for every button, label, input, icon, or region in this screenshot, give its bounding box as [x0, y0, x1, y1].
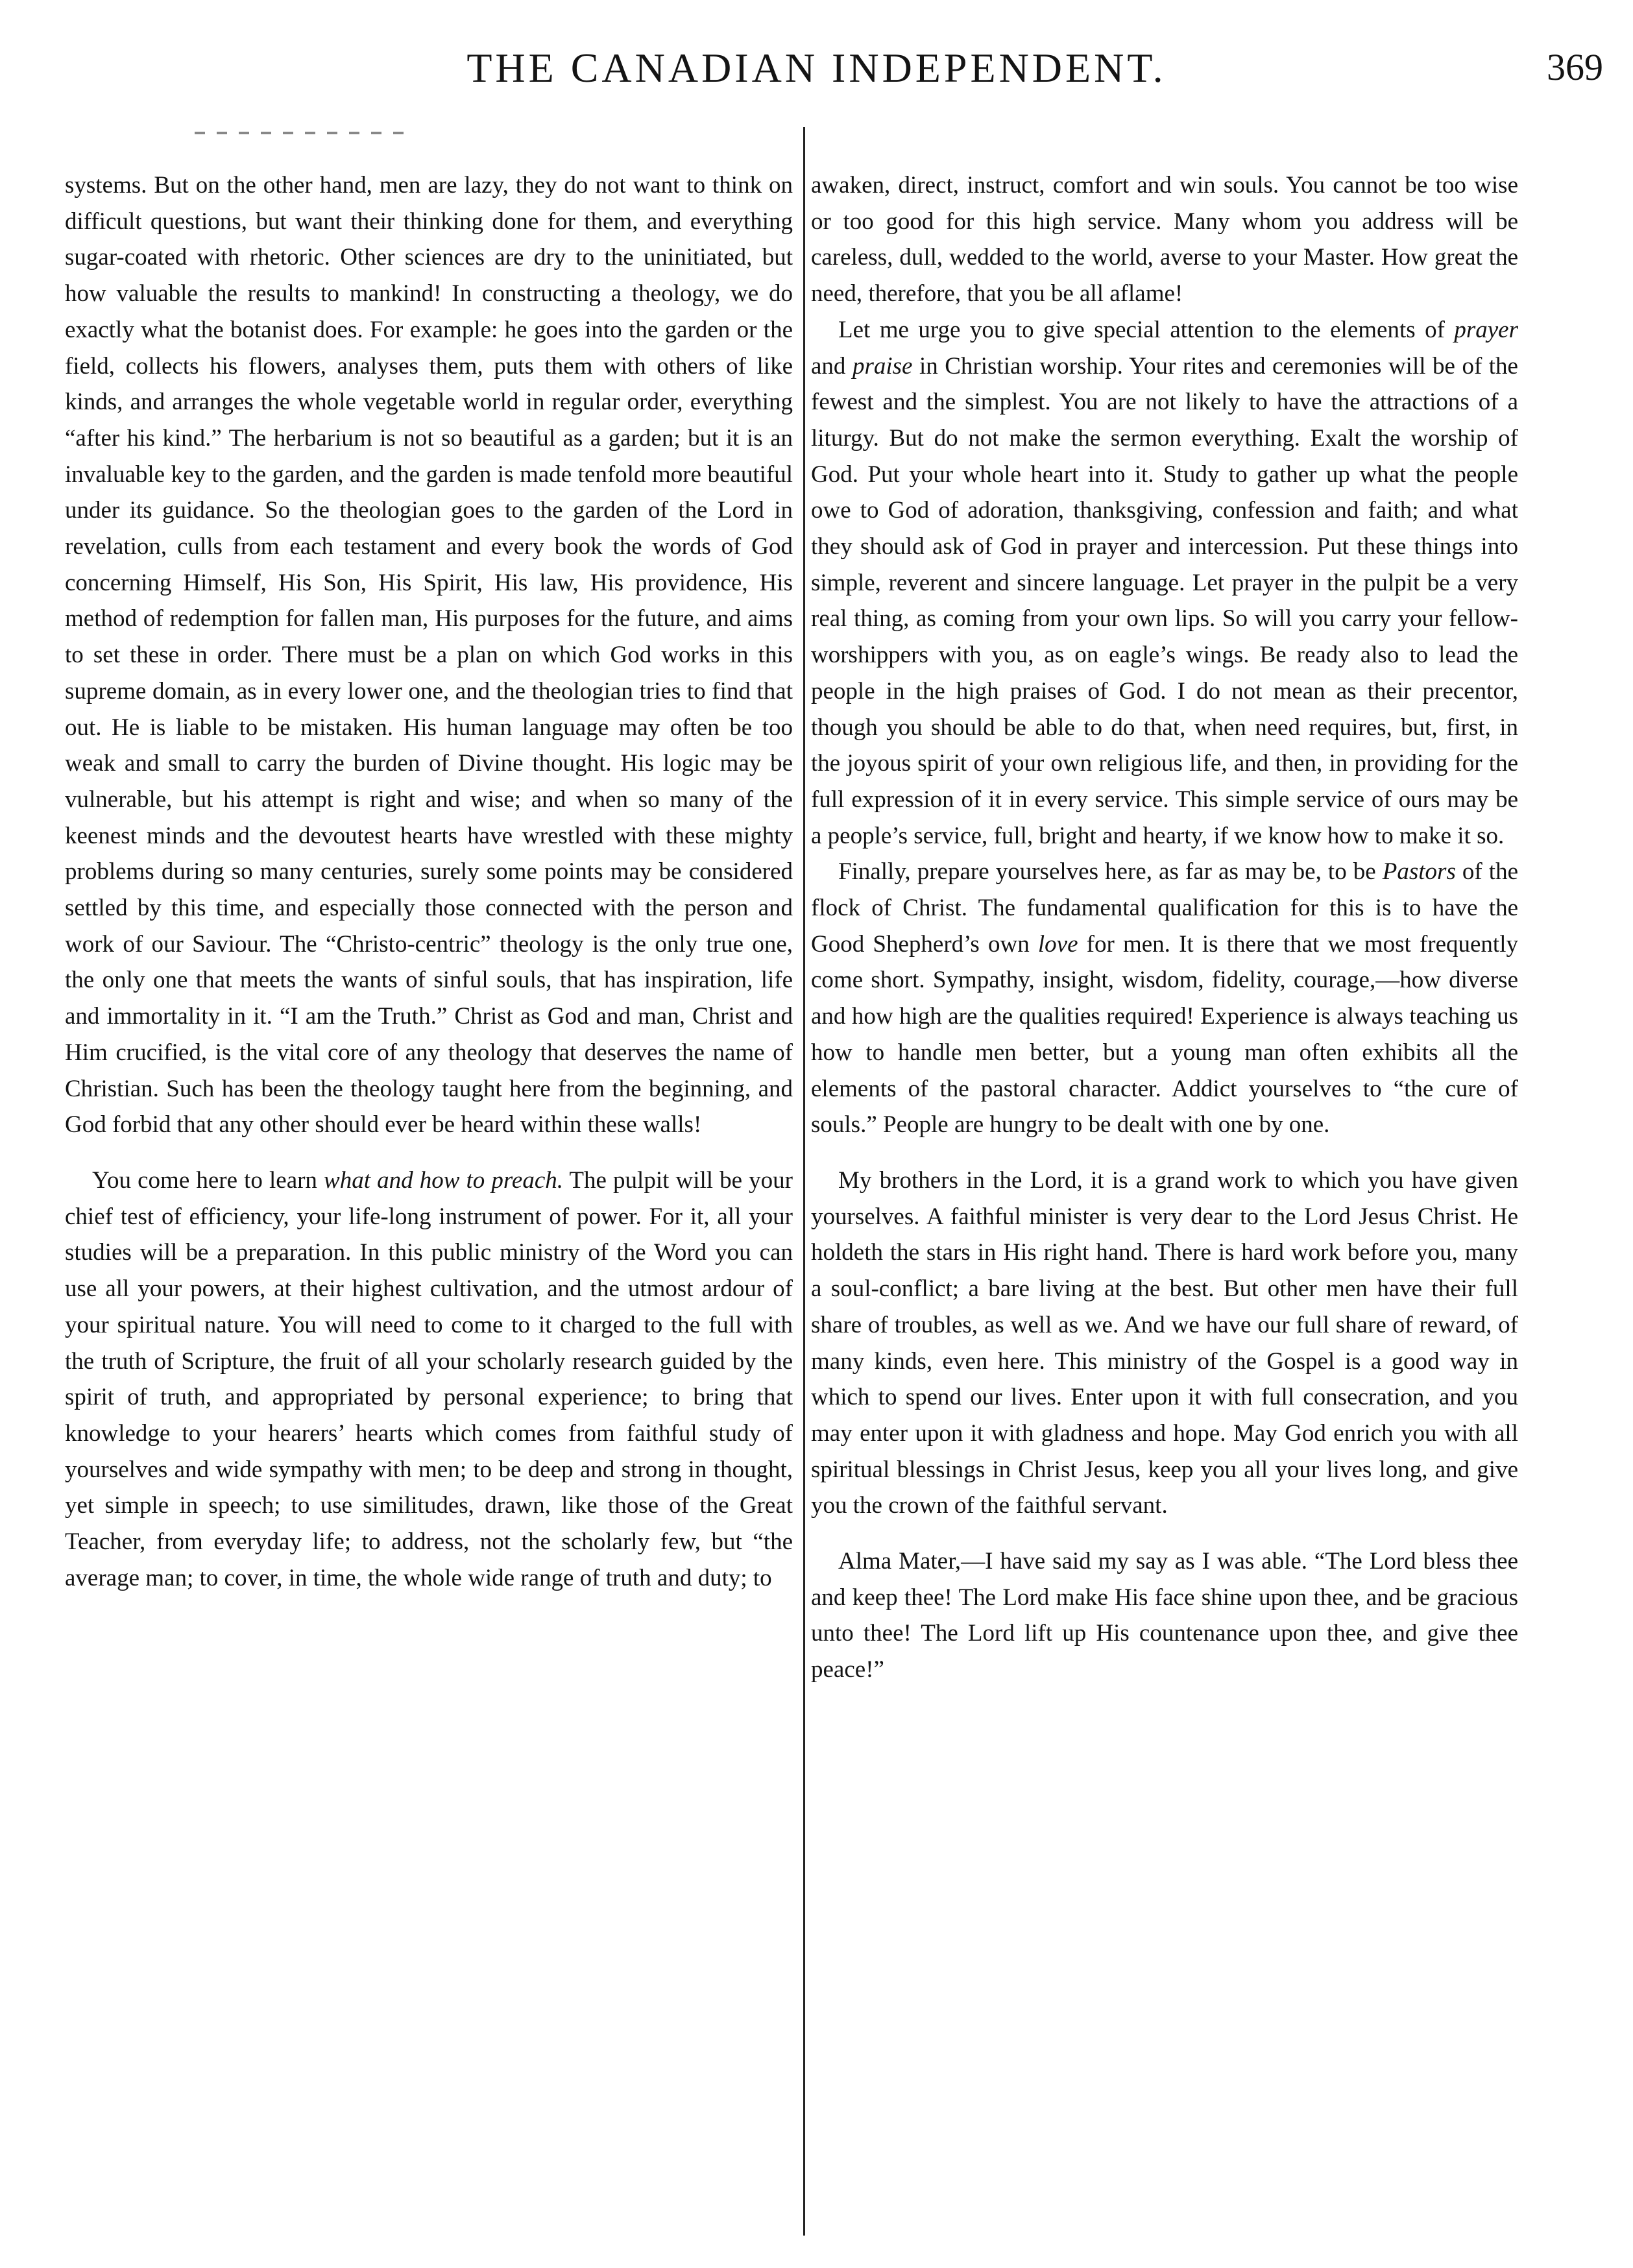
right-column	[811, 167, 1518, 1688]
text-run: The pulpit will be your chief test of efficiency, your life-long instrument of power. For it, all your studies will be a preparation. In this public ministry of the Word you can use all your powers, at their highest cultivation, and the utmost ardour of your spiritual nature. You will need to come to it charged to the full with the truth of Scripture, the fruit of all your scholarly research guided by the spirit of truth, and appropriated by personal experience; to bring that knowledge to your hearers’ hearts which comes from faithful study of yourselves and wide sympathy with men; to be deep and strong in thought, yet simple in speech; to use similitudes, drawn, like those of the Great Teacher, from everyday life; to address, not the scholarly few, but “the average man; to cover, in time, the whole wide range of truth and duty; to	[65, 1166, 793, 1591]
page-number: 369	[1547, 46, 1603, 88]
right-paragraph-1: awaken, direct, instruct, comfort and win souls. You cannot be too wise or too good for this high service. Many whom you address will be careless, dull, wedded to the world, averse to your Master. How great the need, therefore, that you be all aflame!	[811, 172, 1518, 308]
italic-run: prayer	[1454, 316, 1518, 343]
right-paragraph-5: Alma Mater,—I have said my say as I was able. “The Lord bless thee and keep thee! The Lord make His face shine upon thee, and be gracious unto thee! The Lord lift up His countenance upon thee, and give thee peace!”	[811, 1548, 1518, 1683]
italic-run: love	[1037, 930, 1078, 958]
text-run: in Christian worship. Your rites and ceremonies will be of the fewest and the simplest. You are not likely to have the attractions of a liturgy. But do not make the sermon everything. Exalt the worship of God. Put your whole heart into it. Study to gather up what the people owe to God of adoration, thanksgiving, confession and faith; and what they should ask of God in prayer and intercession. Put these things into simple, reverent and sincere language. Let prayer in the pulpit be a very real thing, as coming from your own lips. So will you carry your fellow-worshippers with you, as on eagle’s wings. Be ready also to lead the people in the high praises of God. I do not mean as their precentor, though you should be able to do that, when need requires, but, first, in the joyous spirit of your own religious life, and then, in providing for the full expression of it in every service. This simple service of ours may be a people’s service, full, bright and hearty, if we know how to make it so.	[811, 352, 1518, 849]
italic-run: praise	[852, 352, 913, 380]
print-specks	[195, 132, 415, 134]
left-paragraph-2	[65, 1163, 793, 1596]
italic-run: Pastors	[1382, 858, 1456, 886]
running-title: THE CANADIAN INDEPENDENT.	[466, 45, 1167, 91]
left-column	[65, 167, 793, 1596]
text-run: for men. It is there that we most frequently come short. Sympathy, insight, wisdom, fidelity, courage,—how diverse and how high are the qualities required! Experience is always teaching us how to handle men better, but a young man often exhibits all the elements of the pastoral character. Addict yourselves to “the cure of souls.” People are hungry to be dealt with one by one.	[811, 930, 1518, 1139]
italic-run: what and how to preach.	[324, 1166, 563, 1194]
text-run: Let me urge you to give special attention to the elements of	[838, 316, 1455, 343]
page-header	[0, 0, 1633, 123]
text-run: and	[811, 352, 853, 380]
text-run: of the flock of Christ. The fundamental qualification for this is to have the Good Shepherd’s own	[811, 858, 1518, 958]
right-paragraph-2	[811, 312, 1518, 854]
right-paragraph-3	[811, 854, 1518, 1143]
right-paragraph-4: My brothers in the Lord, it is a grand work to which you have given yourselves. A faithful minister is very dear to the Lord Jesus Christ. He holdeth the stars in His right hand. There is hard work before you, many a soul-conflict; a bare living at the best. But other men have their full share of troubles, as well as we. And we have our full share of reward, of many kinds, even here. This ministry of the Gospel is a good way in which to spend our lives. Enter upon it with full consecration, and you may enter upon it with gladness and hope. May God enrich you with all spiritual blessings in Christ Jesus, keep you all your lives long, and give you the crown of the faithful servant.	[811, 1166, 1518, 1519]
text-run: You come here to learn	[92, 1166, 324, 1194]
left-paragraph-1: systems. But on the other hand, men are lazy, they do not want to think on difficult questions, but want their thinking done for them, and everything sugar-coated with rhetoric. Other sciences are dry to the uninitiated, but how valuable the results to mankind! In constructing a theology, we do exactly what the botanist does. For example: he goes into the garden or the field, collects his flowers, analyses them, puts them with others of like kinds, and arranges the whole vegetable world in regular order, everything “after his kind.” The herbarium is not so beautiful as a garden; but it is an invaluable key to the garden, and the garden is made tenfold more beautiful under its guidance. So the theologian goes to the garden of the Lord in revelation, culls from each testament and every book the words of God concerning Himself, His Son, His Spirit, His law, His providence, His method of redemption for fallen man, His purposes for the future, and aims to set these in order. There must be a plan on which God works in this supreme domain, as in every lower one, and the theologian tries to find that out. He is liable to be mistaken. His human language may often be too weak and small to carry the burden of Divine thought. His logic may be vulnerable, but his attempt is right and wise; and when so many of the keenest minds and the devoutest hearts have wrestled with these mighty problems during so many centuries, surely some points may be considered settled by this time, and especially those connected with the person and work of our Saviour. The “Christo-centric” theology is the only true one, the only one that meets the wants of sinful souls, that has inspiration, life and immortality in it. “I am the Truth.” Christ as God and man, Christ and Him crucified, is the vital core of any theology that deserves the name of Christian. Such has been the theology taught here from the beginning, and God forbid that any other should ever be heard within these walls!	[65, 172, 793, 1139]
column-divider	[803, 127, 805, 2236]
text-run: Finally, prepare yourselves here, as far as may be, to be	[838, 858, 1383, 886]
